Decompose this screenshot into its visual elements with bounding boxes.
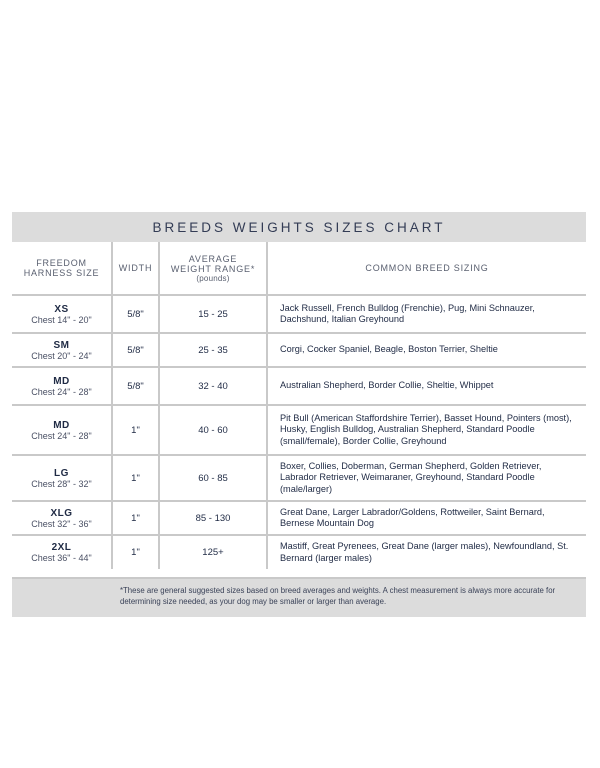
table-row xyxy=(12,333,586,367)
breeds-cell: Corgi, Cocker Spaniel, Beagle, Boston Terrier, Sheltie xyxy=(267,333,586,367)
size-chart xyxy=(12,212,586,617)
size-cell xyxy=(12,405,112,455)
width-cell: 1" xyxy=(112,405,159,455)
width-cell: 1" xyxy=(112,535,159,569)
weight-cell: 85 - 130 xyxy=(159,501,267,535)
header-width: WIDTH xyxy=(112,242,159,295)
size-chest: Chest 24" - 28" xyxy=(31,430,92,441)
size-cell xyxy=(12,295,112,333)
table-row xyxy=(12,405,586,455)
weight-cell: 32 - 40 xyxy=(159,367,267,405)
size-chest: Chest 14" - 20" xyxy=(31,314,92,325)
table-row xyxy=(12,367,586,405)
header-weight-unit: (pounds) xyxy=(196,273,230,283)
header-weight xyxy=(159,242,267,295)
width-cell: 5/8" xyxy=(112,295,159,333)
table-row xyxy=(12,501,586,535)
chart-title: BREEDS WEIGHTS SIZES CHART xyxy=(12,212,586,242)
header-breeds: COMMON BREED SIZING xyxy=(267,242,586,295)
weight-cell: 60 - 85 xyxy=(159,455,267,501)
size-chest: Chest 20" - 24" xyxy=(31,350,92,361)
size-name: SM xyxy=(53,339,70,351)
header-weight-line2: WEIGHT RANGE* xyxy=(170,263,256,274)
size-table xyxy=(12,242,586,569)
weight-cell: 40 - 60 xyxy=(159,405,267,455)
size-chest: Chest 24" - 28" xyxy=(31,386,92,397)
header-size-line2: HARNESS SIZE xyxy=(23,268,100,278)
header-size xyxy=(12,242,112,295)
size-name: XS xyxy=(54,303,69,315)
footnote: *These are general suggested sizes based on breed averages and weights. A chest measurement is always more accurate for determining size needed, as your dog may be smaller or larger than average. xyxy=(12,577,586,617)
table-row xyxy=(12,455,586,501)
size-name: MD xyxy=(53,375,70,387)
size-cell xyxy=(12,501,112,535)
breeds-cell: Boxer, Collies, Doberman, German Shepherd, Golden Retriever, Labrador Retriever, Weimaraner, Greyhound, Standard Poodle (male/larger) xyxy=(267,455,586,501)
breeds-cell: Jack Russell, French Bulldog (Frenchie), Pug, Mini Schnauzer, Dachshund, Italian Greyhound xyxy=(267,295,586,333)
breeds-cell: Pit Bull (American Staffordshire Terrier), Basset Hound, Pointers (most), Husky, English Bulldog, Australian Shepherd, Standard Poodle (small/female), Border Collie, Greyhound xyxy=(267,405,586,455)
table-header-row xyxy=(12,242,586,295)
size-chest: Chest 32" - 36" xyxy=(31,518,92,529)
breeds-cell: Great Dane, Larger Labrador/Goldens, Rottweiler, Saint Bernard, Bernese Mountain Dog xyxy=(267,501,586,535)
size-cell xyxy=(12,535,112,569)
width-cell: 5/8" xyxy=(112,367,159,405)
size-cell xyxy=(12,367,112,405)
size-name: XLG xyxy=(50,507,73,519)
weight-cell: 125+ xyxy=(159,535,267,569)
breeds-cell: Mastiff, Great Pyrenees, Great Dane (larger males), Newfoundland, St. Bernard (larger males) xyxy=(280,541,569,563)
size-name: 2XL xyxy=(51,542,72,553)
weight-cell: 25 - 35 xyxy=(159,333,267,367)
width-cell: 5/8" xyxy=(112,333,159,367)
header-weight-line1: AVERAGE xyxy=(188,253,238,264)
weight-cell: 15 - 25 xyxy=(159,295,267,333)
size-cell xyxy=(12,455,112,501)
width-cell: 1" xyxy=(112,501,159,535)
table-row xyxy=(12,535,586,569)
table-row xyxy=(12,295,586,333)
size-name: LG xyxy=(54,467,69,479)
size-cell xyxy=(12,333,112,367)
width-cell: 1" xyxy=(112,455,159,501)
size-name: MD xyxy=(53,419,70,431)
size-chest: Chest 28" - 32" xyxy=(31,478,92,489)
size-chest: Chest 36" - 44" xyxy=(31,553,92,563)
breeds-cell: Australian Shepherd, Border Collie, Sheltie, Whippet xyxy=(267,367,586,405)
header-size-line1: FREEDOM xyxy=(36,258,87,268)
